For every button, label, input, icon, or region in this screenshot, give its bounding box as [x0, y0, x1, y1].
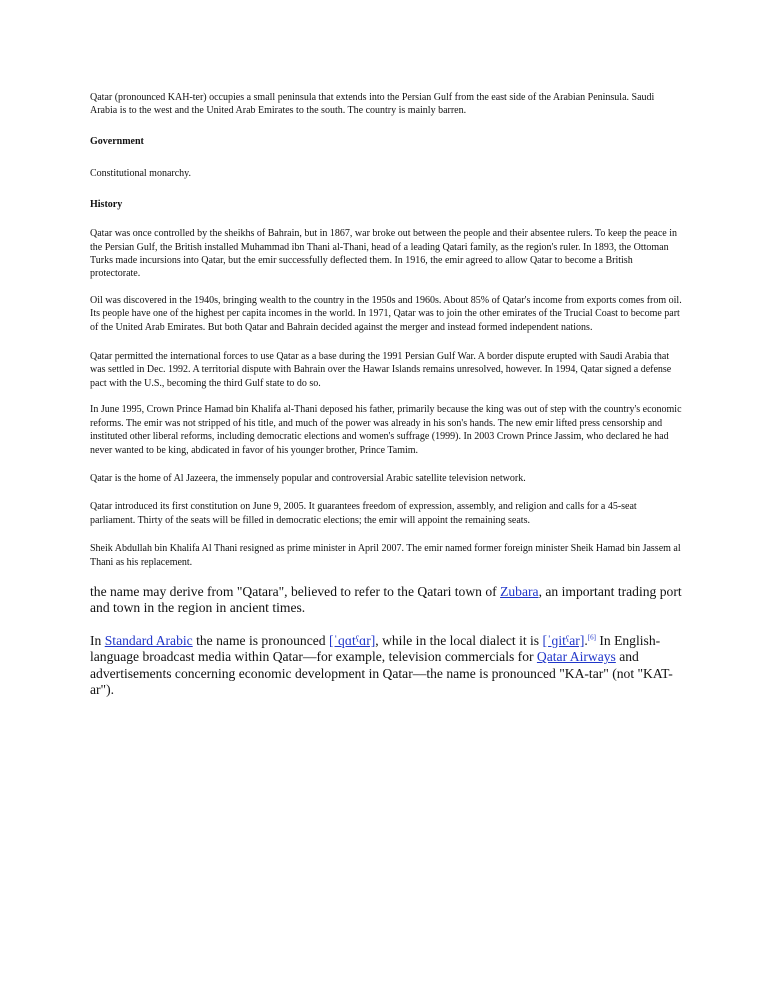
reference-6-link[interactable]: [6]: [587, 633, 596, 642]
government-heading: Government: [90, 135, 144, 147]
history-heading: History: [90, 199, 123, 211]
history-paragraph-5: Qatar is the home of Al Jazeera, the immensely popular and controversial Arabic satellite television network.: [90, 472, 526, 484]
government-text: Constitutional monarchy.: [90, 167, 192, 179]
history-paragraph-1: Qatar was once controlled by the sheikhs of Bahrain, but in 1867, war broke out between the people and their absentee rulers. To keep the peace in the Persian Gulf, the British installed Muhammad ibn Thani al-Thani, head of a leading Qatari family, as the region's ruler. In 1893, the Ottoman Turks made incursions into Qatar, but the emir successfully deflected them. In 1916, the emir agreed to allow Qatar to become a British protectorate.: [90, 228, 677, 280]
standard-arabic-link[interactable]: Standard Arabic: [104, 632, 193, 648]
pron-text-1: In: [90, 632, 105, 648]
ipa-local-link[interactable]: [ˈɡitˤar]: [542, 632, 585, 648]
etymology-text-before: the name may derive from "Qatara", believed to refer to the Qatari town of: [90, 583, 501, 599]
pron-text-6: and advertisements concerning economic development in Qatar—the name is pronounced "KA-tar" (not "KAT-ar").: [90, 649, 673, 697]
ipa-standard-link[interactable]: [ˈqɑtˤɑr]: [328, 632, 376, 648]
pron-text-3: , while in the local dialect it is: [375, 632, 543, 648]
document-body: [90, 91, 682, 698]
etymology-paragraph: [90, 584, 682, 617]
history-paragraph-6: Qatar introduced its first constitution on June 9, 2005. It guarantees freedom of expression, assembly, and religion and calls for a 45-seat parliament. Thirty of the seats will be filled in democratic elections; the emir will appoint the remaining seats.: [90, 501, 637, 526]
history-paragraph-7: Sheik Abdullah bin Khalifa Al Thani resigned as prime minister in April 2007. The emir named former foreign minister Sheik Hamad bin Jassem al Thani as his replacement.: [90, 543, 681, 568]
etymology-text-after: , an important trading port and town in the region in ancient times.: [90, 583, 682, 616]
pron-text-4: .: [584, 632, 588, 648]
pron-text-5: In English-language broadcast media within Qatar—for example, television commercials for: [90, 632, 661, 665]
zubara-link[interactable]: Zubara: [500, 583, 539, 599]
pronunciation-paragraph: [90, 633, 682, 699]
qatar-airways-link[interactable]: Qatar Airways: [536, 649, 616, 665]
intro-paragraph: Qatar (pronounced KAH-ter) occupies a small peninsula that extends into the Persian Gulf from the east side of the Arabian Peninsula. Saudi Arabia is to the west and the United Arab Emirates to the south. The country is mainly barren.: [90, 92, 655, 117]
history-paragraph-2: Oil was discovered in the 1940s, bringing wealth to the country in the 1950s and 1960s. About 85% of Qatar's income from exports comes from oil. Its people have one of the highest per capita incomes in the world. In 1971, Qatar was to join the other emirates of the Trucial Coast to become part of the United Arab Emirates. But both Qatar and Bahrain decided against the merger and instead formed independent nations.: [90, 294, 682, 333]
history-paragraph-3: Qatar permitted the international forces to use Qatar as a base during the 1991 Persian Gulf War. A border dispute erupted with Saudi Arabia that was settled in Dec. 1992. A territorial dispute with Bahrain over the Hawar Islands remains unresolved, however. In 1994, Qatar signed a defense pact with the U.S., becoming the third Gulf state to do so.: [90, 351, 672, 389]
pron-text-2: the name is pronounced: [192, 632, 329, 648]
history-paragraph-4: In June 1995, Crown Prince Hamad bin Khalifa al-Thani deposed his father, primarily because the king was out of step with the country's economic reforms. The emir was not stripped of his title, and much of the power was already in his son's hands. The new emir lifted press censorship and instituted other liberal reforms, including democratic elections and women's suffrage (1999). In 2003 Crown Prince Jassim, who declared he had never wanted to be king, abdicated in favor of his younger brother, Prince Tamim.: [90, 404, 682, 456]
